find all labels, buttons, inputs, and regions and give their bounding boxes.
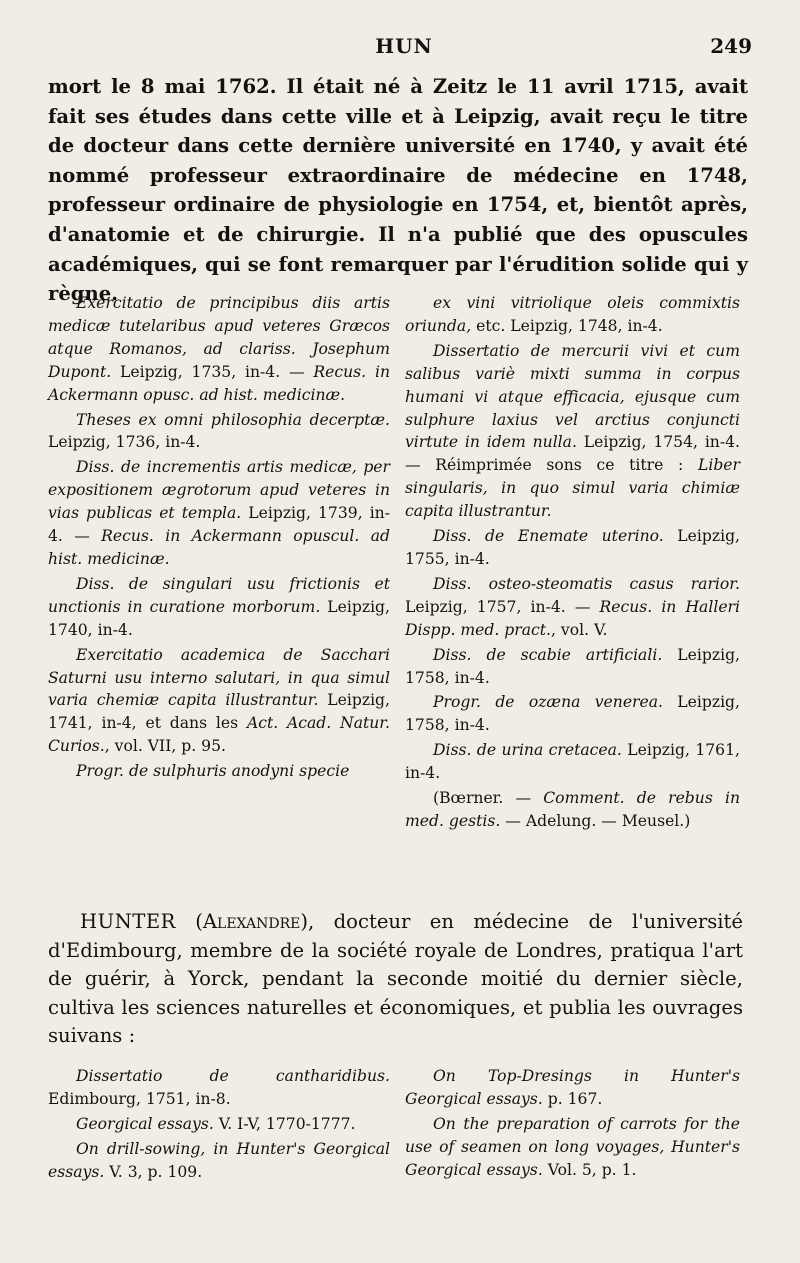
- lead-paragraph: mort le 8 mai 1762. Il était né à Zeitz le 11 avril 1715, avait fait ses études dans cette ville et à Leipzig, avait reçu le titre de docteur dans cette dernière université en 1740, y avait été nommé professeur extraordinaire de médecine en 1748, professeur ordinaire de physiologie en 1754, et, bientôt après, d'anatomie et de chirurgie. Il n'a publié que des opuscules académiques, qui se font remarquer par l'érudition solide qui y règne.: [48, 75, 748, 306]
- bibliography-entry: [405, 644, 740, 690]
- work-details: , vol. V.: [550, 620, 608, 639]
- bibliography-entry: [405, 340, 740, 523]
- work-title: Exercitatio academica de Sacchari Saturni usu interno salutari, in qua simul varia chemiæ capita illustrantur.: [48, 645, 390, 710]
- work-title: Georgical essays.: [76, 1114, 214, 1133]
- bibliography-entry: [405, 1113, 740, 1182]
- work-details: Leipzig, 1754, in-4. — Réimprimée sons ce titre :: [405, 433, 740, 475]
- work-title: Act. Acad. Natur. Curios.: [48, 714, 391, 756]
- bibliography-entry: [48, 409, 390, 455]
- work-details: Edimbourg, 1751, in-8.: [48, 1089, 231, 1108]
- work-title: Diss. de Enemate uterino.: [433, 527, 664, 546]
- work-title: Dissertatio de cantharidibus.: [76, 1067, 390, 1085]
- hunter-works-right-column: [405, 1065, 740, 1184]
- hunter-entry: [48, 908, 743, 1051]
- work-details: Leipzig, 1757, in-4. —: [405, 597, 600, 616]
- running-header: [48, 34, 760, 62]
- bibliography-entry: [48, 1113, 390, 1136]
- work-details: Leipzig, 1740, in-4.: [48, 597, 390, 639]
- bibliography-entry: [405, 739, 740, 785]
- work-title: Recus. in Ackermann opuscul. ad hist. medicinæ.: [48, 527, 390, 568]
- bibliography-entry: [48, 1138, 390, 1184]
- work-title: Progr. de sulphuris anodyni specie: [76, 762, 350, 781]
- work-details: Leipzig, 1761, in-4.: [405, 741, 740, 783]
- work-title: Exercitatio de principibus diis artis medicæ tutelaribus apud veteres Græcos atque Romanos, ad clariss. Josephum Dupont.: [48, 294, 390, 381]
- work-title: Diss. osteo-steomatis casus rarior.: [433, 574, 740, 593]
- work-title: On Top-Dresings in Hunter's Georgical essays.: [405, 1067, 740, 1108]
- work-title: ex vini vitriolique oleis commixtis oriunda,: [405, 294, 740, 335]
- work-title: On drill-sowing, in Hunter's Georgical essays.: [48, 1139, 390, 1181]
- page-number: 249: [710, 34, 752, 58]
- entry-text: , docteur en médecine de l'université d'Edimbourg, membre de la société royale de Londres, pratiqua l'art de guérir, à Yorck, pendant la seconde moitié du dernier siècle, cultiva les sciences naturelles et économiques, et publia les ouvrages suivans :: [48, 910, 743, 1048]
- work-details: Vol. 5, p. 1.: [542, 1160, 637, 1179]
- work-details: Leipzig, 1755, in-4.: [405, 527, 741, 568]
- work-details: Leipzig, 1758, in-4.: [405, 645, 741, 687]
- running-title: HUN: [375, 34, 433, 58]
- work-details: p. 167.: [542, 1089, 603, 1108]
- work-title: Diss. de urina cretacea.: [433, 741, 622, 760]
- bibliography-entry: [405, 691, 740, 737]
- work-details: Leipzig, 1736, in-4.: [48, 433, 201, 452]
- bibliography-entry: [48, 456, 390, 571]
- bibliography-entry: [405, 1065, 740, 1111]
- work-title: Dissertatio de mercurii vivi et cum salibus variè mixti summa in corpus humani vi atque efficacia, ejusque cum sulphure laxius vel arctius conjuncti virtute in idem nulla.: [405, 341, 740, 452]
- work-title: Diss. de incrementis artis medicæ, per expositionem ægrotorum apud veteres in vias publicas et templa.: [48, 458, 390, 523]
- work-details: , vol. VII, p. 95.: [104, 737, 226, 756]
- right-bibliography-column: [405, 292, 740, 835]
- work-title: Diss. de singulari usu frictionis et unctionis in curatione morborum.: [48, 574, 390, 616]
- bibliography-entry: [405, 292, 740, 338]
- work-details: Leipzig, 1739, in-4. —: [48, 504, 390, 546]
- work-title: On the preparation of carrots for the use of seamen on long voyages, Hunter's Georgical essays.: [405, 1114, 740, 1179]
- work-details: etc. Leipzig, 1748, in-4.: [471, 316, 663, 335]
- work-title: Theses ex omni philosophia decerptæ.: [76, 410, 390, 429]
- work-details: Leipzig, 1758, in-4.: [405, 693, 740, 735]
- work-title: Liber singularis, in quo simul varia chimiæ capita illustrantur.: [405, 456, 740, 521]
- work-details: V. I-V, 1770-1777.: [213, 1114, 356, 1133]
- left-bibliography-column: [48, 292, 390, 785]
- bibliography-entry: [48, 573, 390, 642]
- work-details: Leipzig, 1741, in-4, et dans les: [48, 691, 390, 733]
- bibliography-entry: [48, 292, 390, 407]
- work-title: Progr. de ozæna venerea.: [433, 693, 663, 712]
- bibliography-entry: [405, 787, 740, 833]
- hunter-works-left-column: [48, 1065, 390, 1186]
- bibliography-entry: [48, 1065, 390, 1111]
- bibliography-entry: [405, 525, 740, 571]
- bibliography-entry: [405, 573, 740, 642]
- work-title: Diss. de scabie artificiali.: [433, 645, 663, 664]
- entry-firstname: (Alexandre): [195, 910, 309, 933]
- bibliography-entry: [48, 644, 390, 759]
- work-title: Comment. de rebus in med. gestis.: [405, 789, 740, 830]
- work-title: Recus. in Ackermann opusc. ad hist. medicinæ.: [48, 362, 390, 404]
- work-details: (Bœrner. —: [433, 789, 544, 808]
- entry-name: HUNTER: [80, 910, 176, 933]
- work-title: Recus. in Halleri Dispp. med. pract.: [405, 597, 740, 639]
- bibliography-entry: [48, 760, 390, 783]
- work-details: — Adelung. — Meusel.): [500, 811, 691, 830]
- work-details: Leipzig, 1735, in-4. —: [111, 362, 314, 381]
- work-details: V. 3, p. 109.: [104, 1162, 203, 1181]
